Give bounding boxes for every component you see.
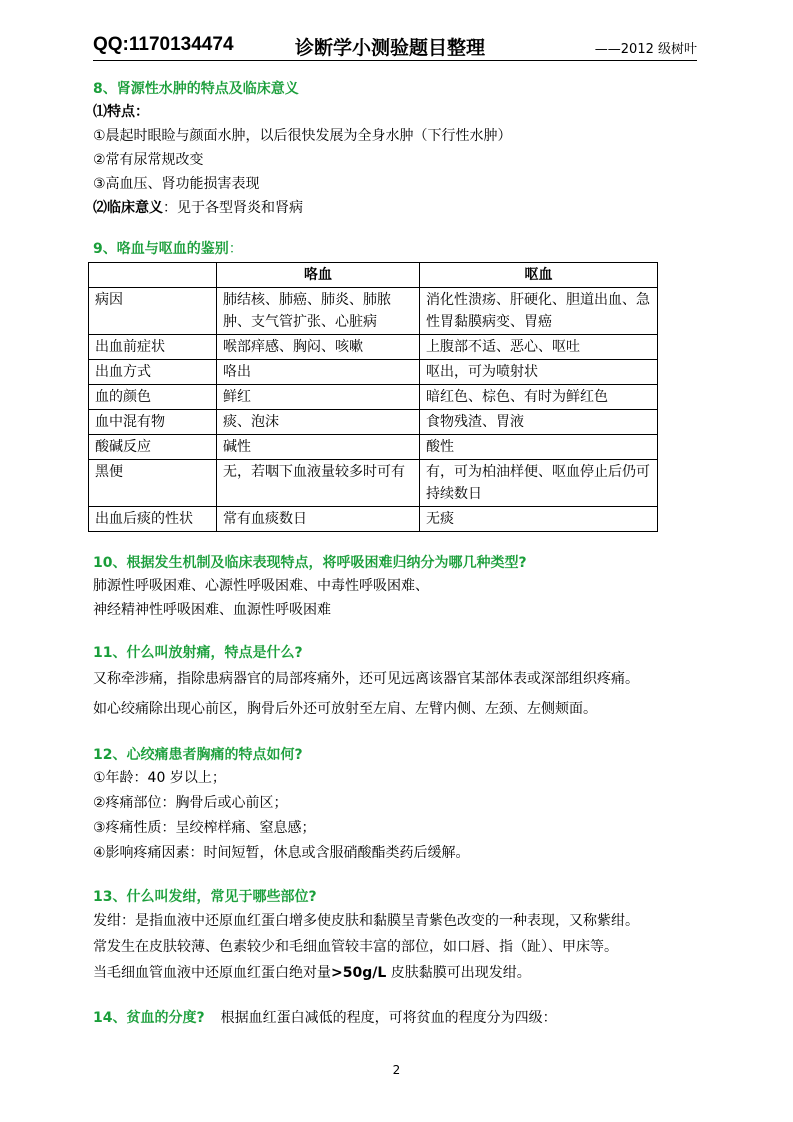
table-header-cell: 呕血 xyxy=(420,263,658,288)
s14-heading: 14、贫血的分度? xyxy=(93,1010,205,1026)
s13-line-3-post: 皮肤黏膜可出现发绀。 xyxy=(386,965,531,981)
s14-line xyxy=(93,1006,703,1030)
s8-item-3: ③高血压、肾功能损害表现 xyxy=(93,176,260,192)
table-cell: 痰、泡沫 xyxy=(217,410,420,435)
table-cell: 暗红色、棕色、有时为鲜红色 xyxy=(420,385,658,410)
s8-sub-significance-text: ：见于各型肾炎和肾病 xyxy=(163,200,303,216)
header-qq: QQ:1170134474 xyxy=(93,34,234,55)
s12-item-1: ①年龄：40 岁以上； xyxy=(93,770,226,786)
s12-item-3: ③疼痛性质：呈绞榨样痛、窒息感； xyxy=(93,820,316,836)
s13-line-3 xyxy=(93,960,703,986)
s11-heading: 11、什么叫放射痛，特点是什么? xyxy=(93,645,303,661)
table-cell: 病因 xyxy=(89,288,217,335)
s8-sub-features: ⑴特点： xyxy=(93,104,149,120)
header-author: ——2012 级树叶 xyxy=(594,42,697,57)
s8-item-2: ②常有尿常规改变 xyxy=(93,152,204,168)
table-cell: 呕出，可为喷射状 xyxy=(420,360,658,385)
s12-heading: 12、心绞痛患者胸痛的特点如何? xyxy=(93,747,303,763)
table-cell: 出血前症状 xyxy=(89,335,217,360)
s8-sub-significance-label: ⑵临床意义 xyxy=(93,200,163,216)
table-cell: 食物残渣、胃液 xyxy=(420,410,658,435)
table-cell: 出血后痰的性状 xyxy=(89,507,217,532)
table-header-cell xyxy=(89,263,217,288)
s8-clinical-significance xyxy=(93,196,703,220)
table-cell: 酸碱反应 xyxy=(89,435,217,460)
table-row xyxy=(89,435,658,460)
s11-line-2: 如心绞痛除出现心前区，胸骨后外还可放射至左肩、左臂内侧、左颈、左侧颊面。 xyxy=(93,701,597,717)
s10-heading: 10、根据发生机制及临床表现特点，将呼吸困难归纳分为哪几种类型? xyxy=(93,555,527,571)
table-cell: 有，可为柏油样便、呕血停止后仍可持续数日 xyxy=(420,460,658,507)
table-cell: 无痰 xyxy=(420,507,658,532)
table-row xyxy=(89,288,658,335)
s12-item-4: ④影响疼痛因素：时间短暂，休息或含服硝酸酯类药后缓解。 xyxy=(93,845,470,861)
s10-line-1: 肺源性呼吸困难、心源性呼吸困难、中毒性呼吸困难、 xyxy=(93,578,429,594)
table-header-row xyxy=(89,263,658,288)
page-content xyxy=(93,78,703,1030)
table-cell: 黑便 xyxy=(89,460,217,507)
s10-line-2: 神经精神性呼吸困难、血源性呼吸困难 xyxy=(93,602,331,618)
s12-item-2: ②疼痛部位：胸骨后或心前区； xyxy=(93,795,288,811)
table-cell: 常有血痰数日 xyxy=(217,507,420,532)
table-cell: 鲜红 xyxy=(217,385,420,410)
s13-line-3-pre: 当毛细血管血液中还原血红蛋白绝对量 xyxy=(93,965,331,981)
table-cell: 碱性 xyxy=(217,435,420,460)
table-row xyxy=(89,385,658,410)
s13-heading: 13、什么叫发绀，常见于哪些部位? xyxy=(93,889,317,905)
s13-line-2: 常发生在皮肤较薄、色素较少和毛细血管较丰富的部位，如口唇、指（趾）、甲床等。 xyxy=(93,939,618,955)
table-cell: 血中混有物 xyxy=(89,410,217,435)
table-cell: 肺结核、肺癌、肺炎、肺脓肿、支气管扩张、心脏病 xyxy=(217,288,420,335)
table-row xyxy=(89,507,658,532)
table-cell: 咯出 xyxy=(217,360,420,385)
s8-item-1: ①晨起时眼睑与颜面水肿，以后很快发展为全身水肿（下行性水肿） xyxy=(93,128,512,144)
s9-heading: 9、咯血与呕血的鉴别： xyxy=(93,241,243,257)
page-header xyxy=(93,30,697,61)
s13-threshold: >50g/L xyxy=(331,965,387,981)
header-title: 诊断学小测验题目整理 xyxy=(295,37,486,59)
hemoptysis-hematemesis-table xyxy=(88,262,658,532)
table-cell: 出血方式 xyxy=(89,360,217,385)
table-cell: 酸性 xyxy=(420,435,658,460)
table-cell: 上腹部不适、恶心、呕吐 xyxy=(420,335,658,360)
s11-line-1: 又称牵涉痛，指除患病器官的局部疼痛外，还可见远离该器官某部体表或深部组织疼痛。 xyxy=(93,671,639,687)
table-cell: 无，若咽下血液量较多时可有 xyxy=(217,460,420,507)
table-cell: 消化性溃疡、肝硬化、胆道出血、急性胃黏膜病变、胃癌 xyxy=(420,288,658,335)
table-row xyxy=(89,360,658,385)
s13-line-1: 发绀：是指血液中还原血红蛋白增多使皮肤和黏膜呈青紫色改变的一种表现，又称紫绀。 xyxy=(93,913,639,929)
table-row xyxy=(89,410,658,435)
table-row xyxy=(89,460,658,507)
table-cell: 喉部痒感、胸闷、咳嗽 xyxy=(217,335,420,360)
table-header-cell: 咯血 xyxy=(217,263,420,288)
page-number: 2 xyxy=(392,1063,401,1077)
s8-heading: 8、肾源性水肿的特点及临床意义 xyxy=(93,81,299,97)
table-cell: 血的颜色 xyxy=(89,385,217,410)
s14-text: 根据血红蛋白减低的程度，可将贫血的程度分为四级： xyxy=(220,1010,557,1026)
table-row xyxy=(89,335,658,360)
